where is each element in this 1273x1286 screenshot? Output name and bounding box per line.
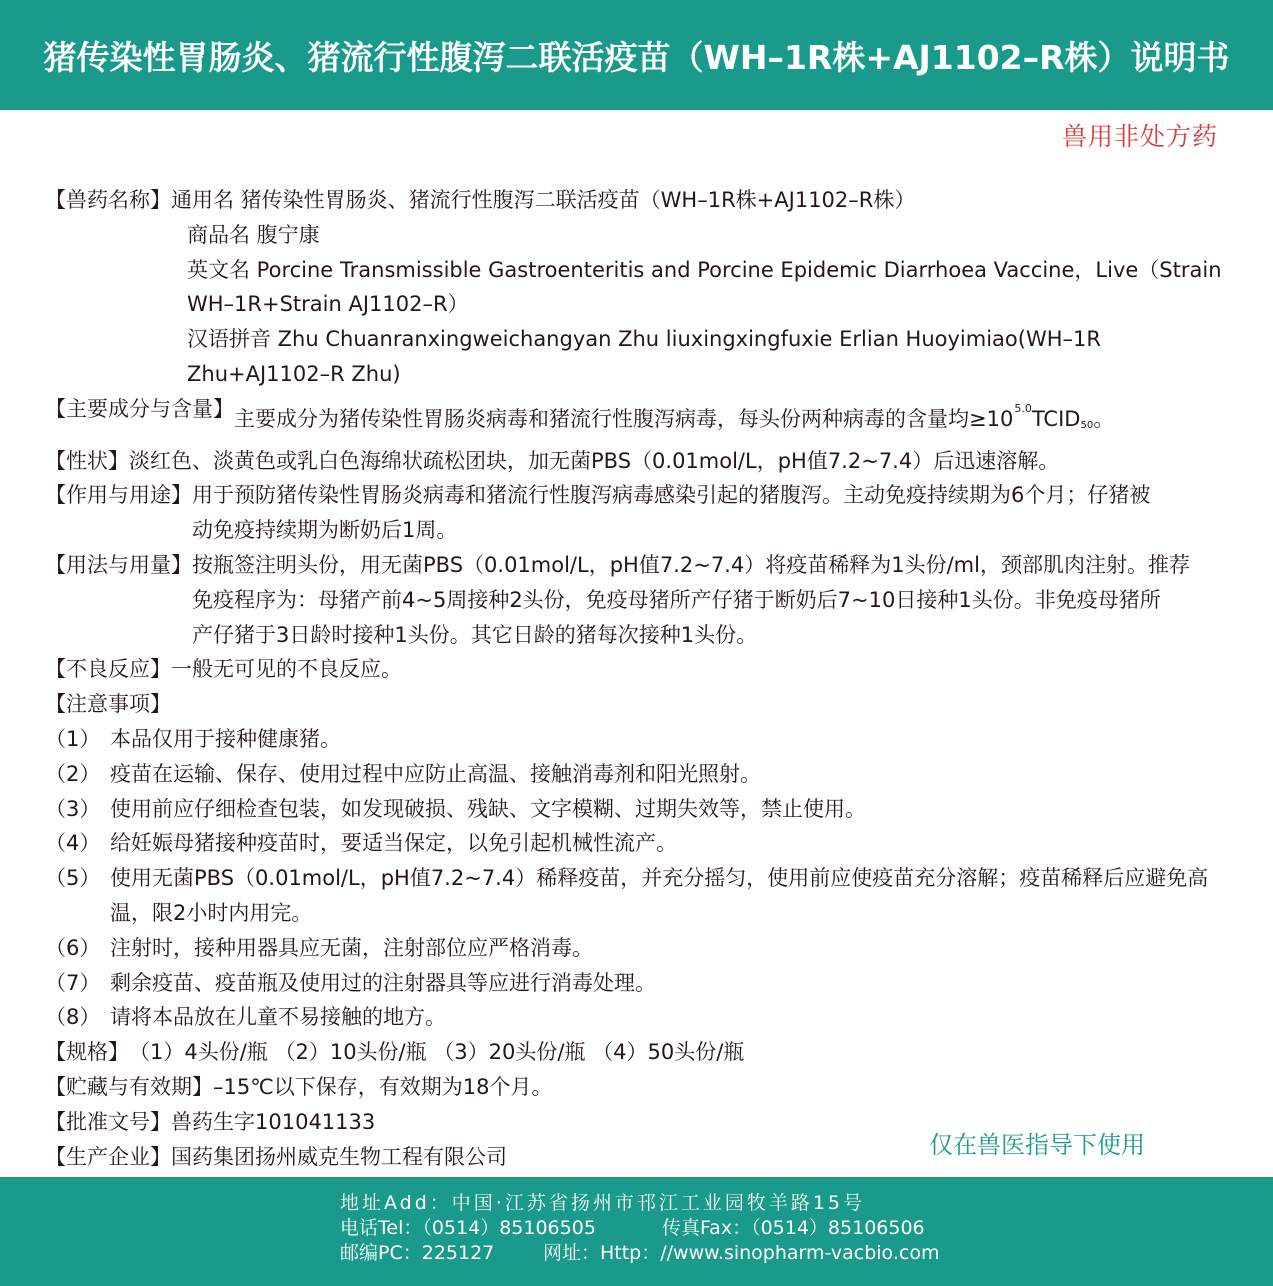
- footer-website[interactable]: 网址：Http：//www.sinopharm-vacbio.com: [543, 1242, 940, 1264]
- precaution-text: 请将本品放在儿童不易接触的地方。: [110, 1005, 446, 1030]
- composition-row: [45, 392, 1250, 444]
- footer-fax: 传真Fax：（0514）85106506: [662, 1217, 925, 1239]
- english-name: 英文名 Porcine Transmissible Gastroenteritis and Porcine Epidemic Diarrhoea Vaccine，Live（Strain WH–1R+Strain AJ1102–R）: [187, 257, 1222, 317]
- vet-guidance-note: 仅在兽医指导下使用: [929, 1131, 1145, 1159]
- footer-postcode: 邮编PC：225127: [340, 1242, 495, 1264]
- precaution-text: 使用前应仔细检查包装，如发现破损、残缺、文字模糊、过期失效等，禁止使用。: [110, 796, 866, 821]
- composition-unit: TCID: [1031, 406, 1081, 431]
- usage-line-1: 用于预防猪传染性胃肠炎病毒和猪流行性腹泻病毒感染引起的猪腹泻。主动免疫持续期为6个月；仔猪被: [192, 483, 1151, 508]
- adverse-text: 一般无可见的不良反应。: [171, 657, 402, 682]
- adverse-row: [45, 652, 1250, 687]
- composition-end: 。: [1093, 406, 1115, 431]
- precaution-number: （1）: [45, 726, 101, 751]
- dosage-label: 【用法与用量】: [45, 552, 192, 577]
- precaution-text: 给妊娠母猪接种疫苗时，要适当保定，以免引起机械性流产。: [110, 831, 677, 856]
- drug-name-row: [45, 183, 1250, 218]
- footer-tel: 电话Tel：（0514）85106505: [340, 1217, 596, 1239]
- storage-text: –15℃以下保存，有效期为18个月。: [213, 1074, 553, 1099]
- storage-row: [45, 1070, 1250, 1105]
- drug-name-label: 【兽药名称】: [45, 188, 171, 212]
- composition-text: [234, 392, 1114, 444]
- appearance-row: [45, 444, 1250, 479]
- pinyin-name: 汉语拼音 Zhu Chuanranxingweichangyan Zhu liuxingxingfuxie Erlian Huoyimiao(WH–1R Zhu+AJ1102–R Zhu): [187, 327, 1101, 386]
- precaution-number: （7）: [45, 970, 101, 995]
- precaution-item: [45, 966, 1250, 1001]
- footer-contact: [0, 1177, 1273, 1286]
- composition-label: 【主要成分与含量】: [45, 396, 234, 421]
- adverse-label: 【不良反应】: [45, 657, 171, 682]
- usage-line-2: 动免疫持续期为断奶后1周。: [192, 518, 458, 543]
- usage-label: 【作用与用途】: [45, 483, 192, 508]
- precaution-item: [45, 792, 1250, 827]
- precaution-item: [45, 757, 1250, 792]
- precaution-text: 使用无菌PBS（0.01mol/L，pH值7.2~7.4）稀释疫苗，并充分摇匀，使用前应使疫苗充分溶解；疫苗稀释后应避免高温，限2小时内用完。: [110, 866, 1209, 925]
- usage-row: [45, 478, 1250, 548]
- spec-text: （1）4头份/瓶 （2）10头份/瓶 （3）20头份/瓶 （4）50头份/瓶: [129, 1040, 745, 1065]
- appearance-text: 淡红色、淡黄色或乳白色海绵状疏松团块，加无菌PBS（0.01mol/L，pH值7.2~7.4）后迅速溶解。: [129, 448, 1060, 473]
- usage-text: [192, 478, 1150, 548]
- precaution-number: （5）: [45, 866, 101, 891]
- dosage-row: [45, 548, 1250, 652]
- dosage-text: [192, 548, 1190, 652]
- composition-main: 主要成分为猪传染性胃肠炎病毒和猪流行性腹泻病毒，每头份两种病毒的含量均≥10: [234, 406, 1014, 431]
- precaution-item: [45, 931, 1250, 966]
- document-title: 猪传染性胃肠炎、猪流行性腹泻二联活疫苗（WH–1R株+AJ1102–R株）说明书: [43, 37, 1230, 77]
- precaution-text: 剩余疫苗、疫苗瓶及使用过的注射器具等应进行消毒处理。: [110, 970, 656, 995]
- precaution-item: [45, 826, 1250, 861]
- manufacturer-name: 国药集团扬州威克生物工程有限公司: [171, 1144, 507, 1169]
- manufacturer-label: 【生产企业】: [45, 1144, 171, 1169]
- appearance-label: 【性状】: [45, 448, 129, 473]
- precaution-item: [45, 722, 1250, 757]
- precaution-text: 疫苗在运输、保存、使用过程中应防止高温、接触消毒剂和阳光照射。: [110, 761, 761, 786]
- precaution-item: [45, 861, 1250, 931]
- precaution-item: [45, 1000, 1250, 1035]
- precaution-text: 本品仅用于接种健康猪。: [110, 726, 341, 751]
- spec-label: 【规格】: [45, 1040, 129, 1065]
- generic-name: 通用名 猪传染性胃肠炎、猪流行性腹泻二联活疫苗（WH–1R株+AJ1102–R株）: [171, 188, 916, 212]
- precaution-number: （3）: [45, 796, 101, 821]
- precaution-number: （4）: [45, 831, 101, 856]
- approval-number: 兽药生字101041133: [171, 1109, 376, 1134]
- precaution-text: 注射时，接种用器具应无菌，注射部位应严格消毒。: [110, 935, 593, 960]
- header-banner: [0, 0, 1273, 110]
- dosage-line-3: 产仔猪于3日龄时接种1头份。其它日龄的猪每次接种1头份。: [192, 622, 758, 647]
- instruction-body: [45, 183, 1250, 1174]
- trade-name: 商品名 腹宁康: [187, 222, 320, 247]
- composition-exponent: 5.0: [1014, 401, 1032, 415]
- otc-label: 兽用非处方药: [1061, 122, 1218, 151]
- precaution-number: （8）: [45, 1005, 101, 1030]
- precaution-number: （6）: [45, 935, 101, 960]
- spec-row: [45, 1035, 1250, 1070]
- storage-label: 【贮藏与有效期】: [45, 1074, 213, 1099]
- approval-label: 【批准文号】: [45, 1109, 171, 1134]
- dosage-line-2: 免疫程序为：母猪产前4~5周接种2头份，免疫母猪所产仔猪于断奶后7~10日接种1头份。非免疫母猪所: [192, 587, 1161, 612]
- composition-subscript: 50: [1080, 419, 1094, 431]
- precaution-number: （2）: [45, 761, 101, 786]
- dosage-line-1: 按瓶签注明头份，用无菌PBS（0.01mol/L，pH值7.2~7.4）将疫苗稀释为1头份/ml，颈部肌肉注射。推荐: [192, 552, 1190, 577]
- precautions-label: 【注意事项】: [45, 692, 171, 717]
- footer-address: 地址Add：中国·江苏省扬州市邗江工业园牧羊路15号: [340, 1192, 866, 1214]
